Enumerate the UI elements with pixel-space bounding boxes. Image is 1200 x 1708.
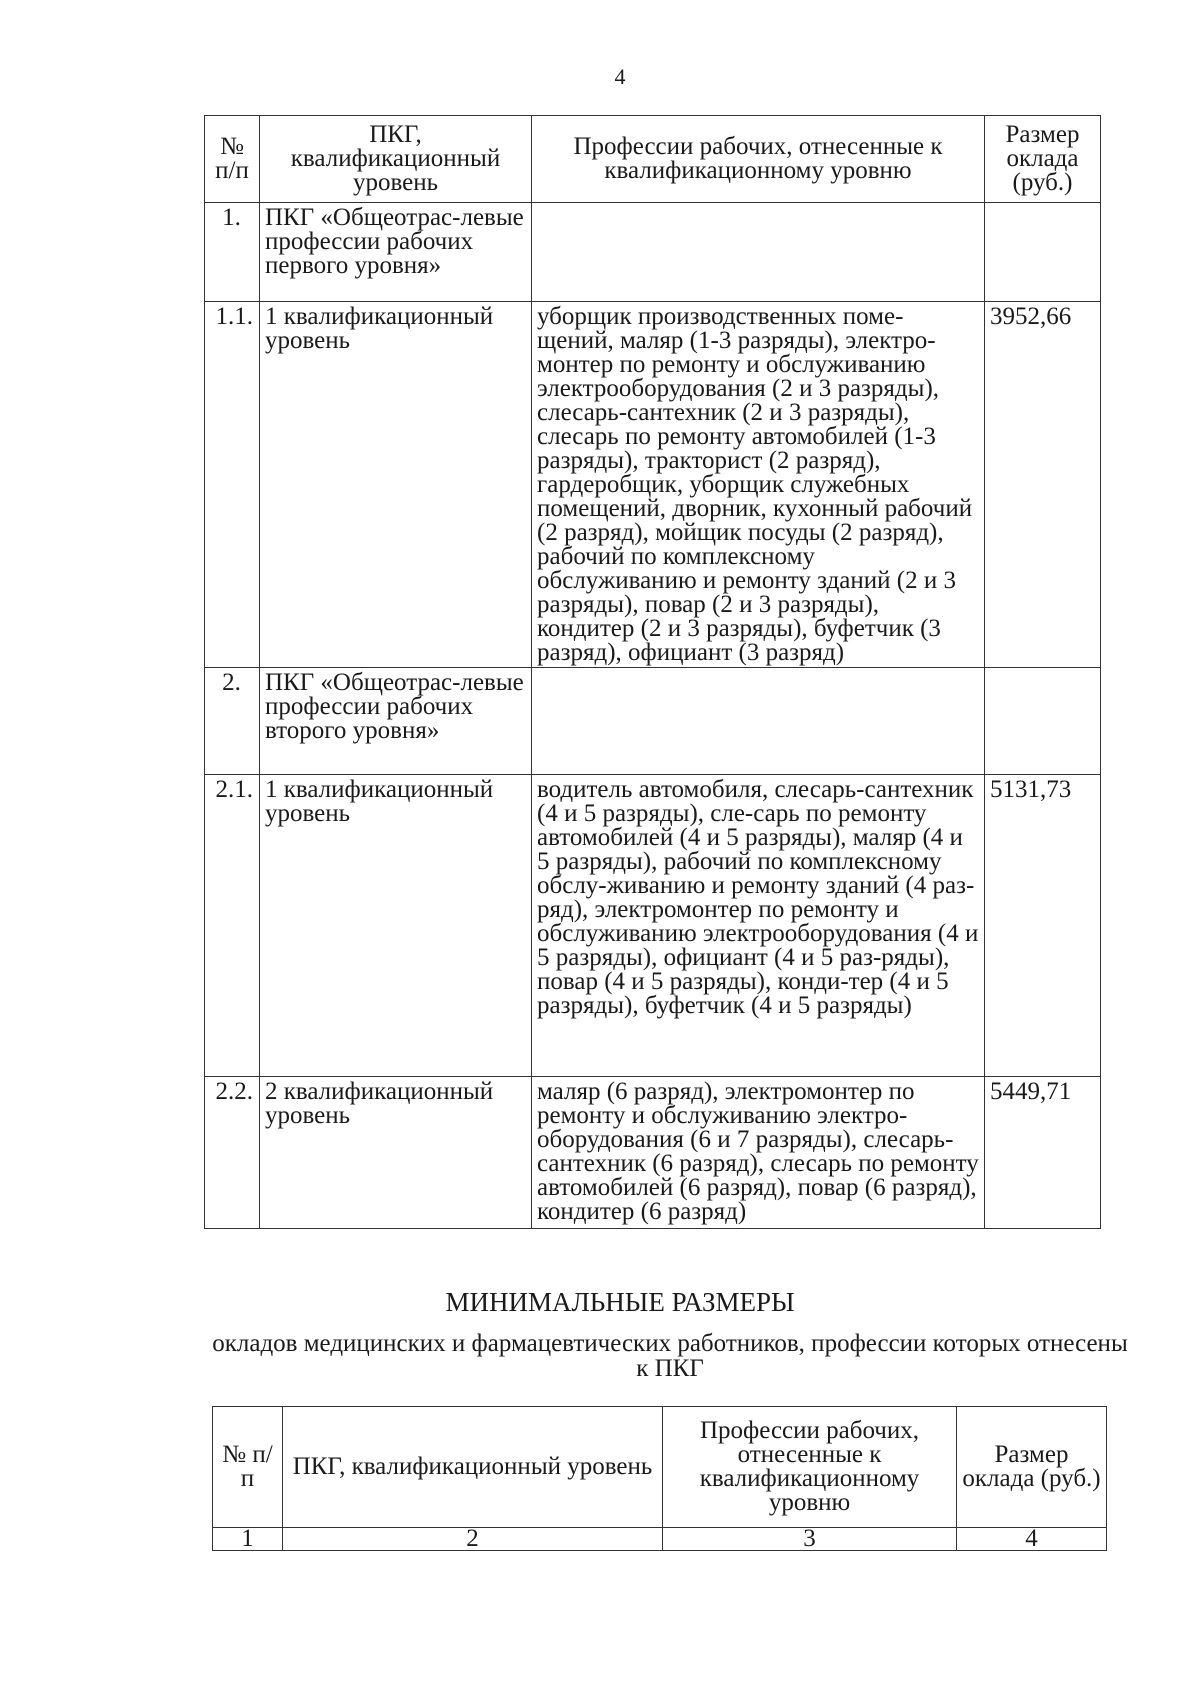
column-number: 4: [957, 1528, 1107, 1551]
column-number-row: [213, 1528, 1107, 1551]
table-row: [205, 203, 1101, 302]
row-level: ПКГ «Общеотрас-левые профессии рабочих первого уровня»: [260, 203, 532, 302]
row-professions: водитель автомобиля, слесарь-сантехник (4 и 5 разряды), сле-сарь по ремонту автомобилей (4 и 5 разряды), маляр (4 и 5 разряды), рабочий по комплексному обслу-живанию и ремонту зданий (4 раз-ряд), электромонтер по ремонту и обслуживанию электрооборудования (4 и 5 разряды), официант (4 и 5 раз-ряды), повар (4 и 5 разряды), конди-тер (4 и 5 разряды), буфетчик (4 и 5 разряды): [532, 775, 985, 1077]
header-number: № п/п: [213, 1407, 283, 1528]
column-number: 2: [283, 1528, 663, 1551]
row-salary: [985, 668, 1101, 775]
salary-table-medical: [212, 1406, 1107, 1551]
row-number: 2.: [205, 668, 260, 775]
row-level: 1 квалификационный уровень: [260, 302, 532, 668]
row-salary: [985, 203, 1101, 302]
row-professions: маляр (6 разряд), электромонтер по ремонту и обслуживанию электро-оборудования (6 и 7 разряды), слесарь-сантехник (6 разряд), слесарь по ремонту автомобилей (6 разряд), повар (6 разряд), кондитер (6 разряд): [532, 1077, 985, 1229]
row-number: 1.: [205, 203, 260, 302]
header-professions: Профессии рабочих, отнесенные к квалификационному уровню: [532, 116, 985, 203]
header-salary: Размер оклада (руб.): [985, 116, 1101, 203]
table-row: [205, 775, 1101, 1077]
row-salary: 3952,66: [985, 302, 1101, 668]
row-professions: [532, 203, 985, 302]
header-professions: Профессии рабочих, отнесенные к квалификационному уровню: [663, 1407, 957, 1528]
row-number: 2.2.: [205, 1077, 260, 1229]
header-level: ПКГ, квалификационный уровень: [260, 116, 532, 203]
row-level: 2 квалификационный уровень: [260, 1077, 532, 1229]
header-level: ПКГ, квалификационный уровень: [283, 1407, 663, 1528]
column-number: 1: [213, 1528, 283, 1551]
row-salary: 5449,71: [985, 1077, 1101, 1229]
row-professions: уборщик производственных поме-щений, маляр (1-3 разряды), электро-монтер по ремонту и обслуживанию электрооборудования (2 и 3 разряды), слесарь-сантехник (2 и 3 разряды), слесарь по ремонту автомобилей (1-3 разряды), тракторист (2 разряд), гардеробщик, уборщик служебных помещений, дворник, кухонный рабочий (2 разряд), мойщик посуды (2 разряд), рабочий по комплексному обслуживанию и ремонту зданий (2 и 3 разряды), повар (2 и 3 разряды), кондитер (2 и 3 разряды), буфетчик (3 разряд), официант (3 разряд): [532, 302, 985, 668]
table-header-row: [213, 1407, 1107, 1528]
row-number: 2.1.: [205, 775, 260, 1077]
row-level: ПКГ «Общеотрас-левые профессии рабочих второго уровня»: [260, 668, 532, 775]
page-number: 4: [614, 64, 626, 89]
row-level: 1 квалификационный уровень: [260, 775, 532, 1077]
row-professions: [532, 668, 985, 775]
table-row: [205, 1077, 1101, 1229]
header-number: № п/п: [205, 116, 260, 203]
row-number: 1.1.: [205, 302, 260, 668]
table-row: [205, 668, 1101, 775]
header-salary: Размер оклада (руб.): [957, 1407, 1107, 1528]
salary-table-workers: [204, 115, 1101, 1229]
table-row: [205, 302, 1101, 668]
column-number: 3: [663, 1528, 957, 1551]
row-salary: 5131,73: [985, 775, 1101, 1077]
table-header-row: [205, 116, 1101, 203]
section-title: МИНИМАЛЬНЫЕ РАЗМЕРЫ: [445, 1287, 795, 1317]
section-subtitle: окладов медицинских и фармацевтических работников, профессии которых отнесены к ПКГ: [212, 1330, 1128, 1382]
